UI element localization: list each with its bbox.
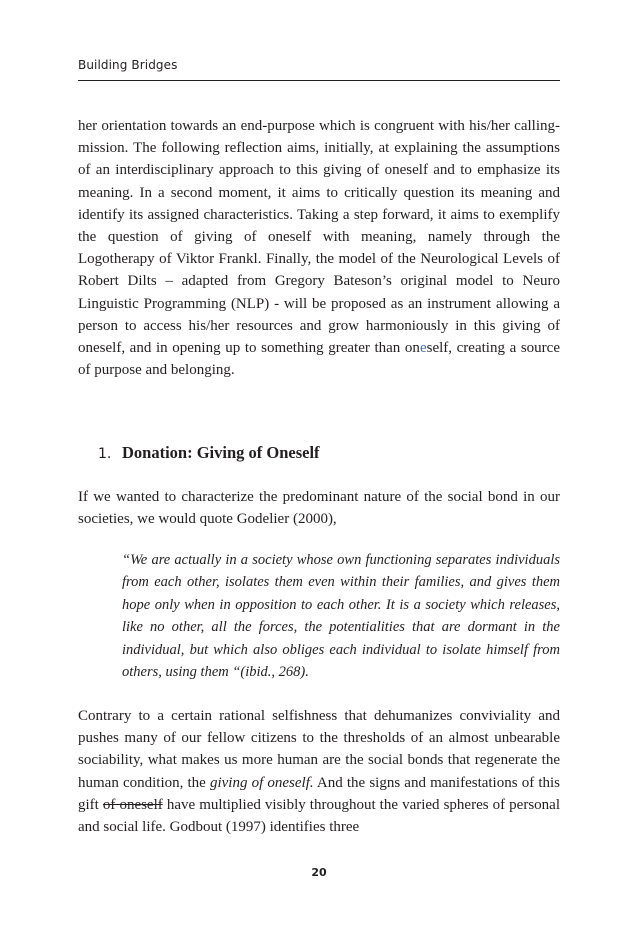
header-rule — [78, 80, 560, 81]
blue-marked-letter: e — [419, 340, 427, 357]
closing-italic-phrase: giving of oneself. — [209, 774, 314, 791]
running-header: Building Bridges — [78, 58, 178, 72]
closing-text-3: have multiplied visibly throughout the varied spheres of personal and social life. Godbout (1997) identifies three — [78, 796, 560, 836]
section-title: Donation: Giving of Oneself — [122, 443, 320, 462]
section-heading — [78, 443, 320, 463]
intro-text-end: self, creating a source of purpose and belonging. — [78, 340, 560, 379]
lead-paragraph: If we wanted to characterize the predominant nature of the social bond in our societies, we would quote Godelier (2000), — [78, 489, 560, 528]
block-quote: “We are actually in a society whose own functioning separates individuals from each other, isolates them even within their families, and gives them hope only when in opposition to each other. It is a society which releases, like no other, all the forces, the potentialities that are dormant in the individual, but which also obliges each individual to isolate himself from others, using them “(ibid., 268). — [122, 552, 560, 681]
intro-text: her orientation towards an end-purpose which is congruent with his/her calling-mission. The following reflection aims, initially, at explaining the assumptions of an interdisciplinary approach to this giving of oneself and to emphasize its meaning. In a second moment, it aims to critically question its meaning and identify its assigned characteristics. Taking a step forward, it aims to exemplify the question of giving of oneself with meaning, namely through the Logotherapy of Viktor Frankl. Finally, the model of the Neurological Levels of Robert Dilts – adapted from Gregory Bateson’s original model to Neuro Linguistic Programming (NLP) - will be proposed as an instrument allowing a person to access his/her resources and grow harmoniously in this giving of oneself, and in opening up to something greater than on — [78, 118, 560, 357]
section-number: 1. — [98, 446, 112, 462]
closing-text-1: Contrary to a certain rational selfishness that dehumanizes conviviality and pushes many of our fellow citizens to the thresholds of an almost unbearable sociability, what makes us more human are the social bonds that regenerate the human condition, the — [78, 708, 560, 791]
page-number: 20 — [311, 866, 327, 879]
closing-text-2: And the signs and manifestations of this gift — [78, 774, 560, 813]
closing-paragraph — [78, 705, 560, 838]
struck-through-text: of oneself — [102, 796, 163, 813]
intro-paragraph — [78, 115, 560, 381]
